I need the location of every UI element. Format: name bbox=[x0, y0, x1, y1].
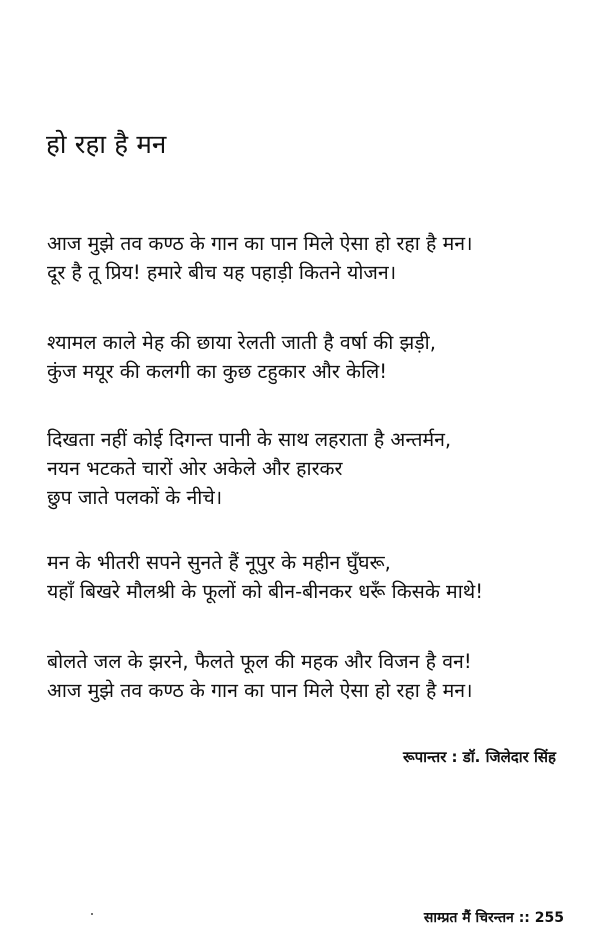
poem-title: हो रहा है मन bbox=[46, 130, 167, 160]
poem-line: श्यामल काले मेह की छाया रेलती जाती है वर्षा की झड़ी, bbox=[47, 331, 436, 354]
stanza-1 bbox=[47, 229, 567, 287]
poem-line: दूर है तू प्रिय! हमारे बीच यह पहाड़ी कितने योजन। bbox=[47, 261, 397, 284]
poem-line: आज मुझे तव कण्ठ के गान का पान मिले ऐसा हो रहा है मन। bbox=[47, 232, 473, 255]
poem-line: छुप जाते पलकों के नीचे। bbox=[47, 486, 223, 509]
poem-line: यहाँ बिखरे मौलश्री के फूलों को बीन-बीनकर धरूँ किसके माथे! bbox=[47, 580, 484, 603]
stanza-2 bbox=[47, 328, 567, 386]
running-footer: साम्प्रत मैं चिरन्तन :: 255 bbox=[423, 910, 564, 926]
poem-line: दिखता नहीं कोई दिगन्त पानी के साथ लहराता है अन्तर्मन, bbox=[47, 428, 452, 451]
stanza-5 bbox=[47, 647, 567, 705]
translator-credit: रूपान्तर : डॉ. जिलेदार सिंह bbox=[402, 748, 556, 766]
poem-line: आज मुझे तव कण्ठ के गान का पान मिले ऐसा हो रहा है मन। bbox=[47, 679, 473, 702]
stanza-3 bbox=[47, 425, 567, 512]
poem-line: मन के भीतरी सपने सुनते हैं नूपुर के महीन घुँघरू, bbox=[47, 551, 391, 574]
poem-line: कुंज मयूर की कलगी का कुछ टहुकार और केलि! bbox=[47, 360, 388, 383]
poem-line: नयन भटकते चारों ओर अकेले और हारकर bbox=[47, 457, 343, 480]
page-speck bbox=[91, 913, 93, 915]
stanza-4 bbox=[47, 548, 567, 606]
poem-line: बोलते जल के झरने, फैलते फूल की महक और विजन है वन! bbox=[47, 650, 472, 673]
